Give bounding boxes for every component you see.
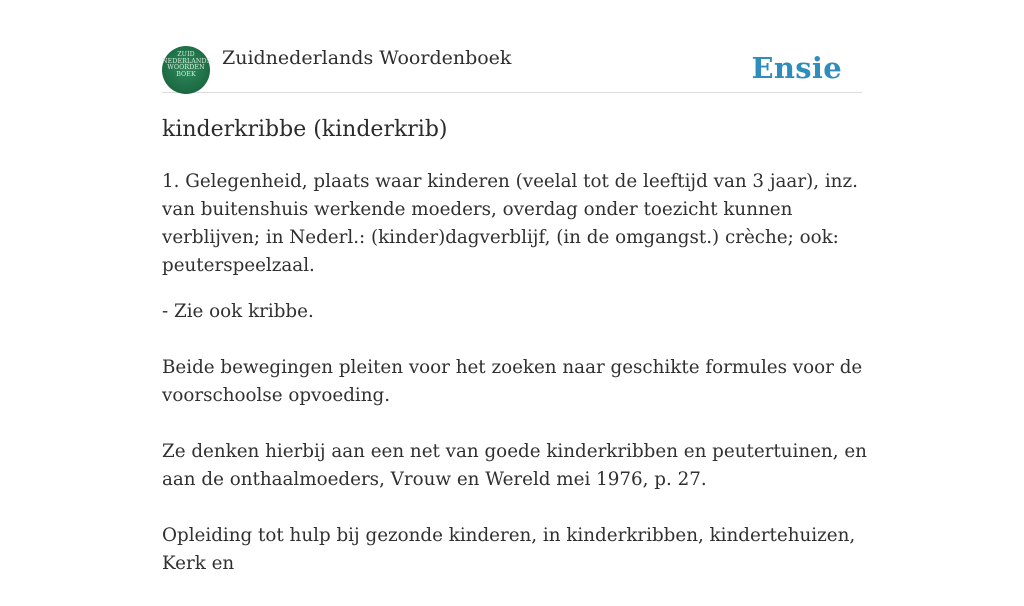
dictionary-name-link[interactable]: Zuidnederlands Woordenboek [222, 47, 512, 69]
citation-quote: Ze denken hierbij aan een net van goede kinderkribben en peutertuinen, en aan de onthaalmoeders, Vrouw en Wereld mei 1976, p. 27. [162, 441, 867, 490]
dictionary-logo[interactable] [162, 46, 210, 94]
see-also-link[interactable]: - Zie ook kribbe. [162, 301, 314, 322]
entry-content [162, 168, 872, 606]
citation-quote: Beide bewegingen pleiten voor het zoeken naar geschikte formules voor de voorschoolse opvoeding. [162, 357, 863, 406]
logo-line: BOEK [176, 70, 196, 78]
logo-line: NEDERLANDS [162, 57, 212, 65]
page [162, 0, 867, 574]
entry-headword: kinderkribbe (kinderkrib) [162, 117, 448, 142]
logo-line: WOORDEN [167, 64, 205, 72]
site-header [162, 46, 862, 93]
citation-quote: Opleiding tot hulp bij gezonde kinderen, in kinderkribben, kindertehuizen, Kerk en [162, 525, 856, 574]
entry-definition: 1. Gelegenheid, plaats waar kinderen (veelal tot de leeftijd van 3 jaar), inz. van buitenshuis werkende moeders, overdag onder toezicht kunnen verblijven; in Nederl.: (kinder)dagverblijf, (in de omgangst.) crèche; ook: peuterspeelzaal. [162, 171, 858, 276]
logo-line: ZUID [177, 51, 195, 58]
logo-text [162, 52, 210, 78]
ensie-brand-logo[interactable]: Ensie [751, 51, 842, 85]
